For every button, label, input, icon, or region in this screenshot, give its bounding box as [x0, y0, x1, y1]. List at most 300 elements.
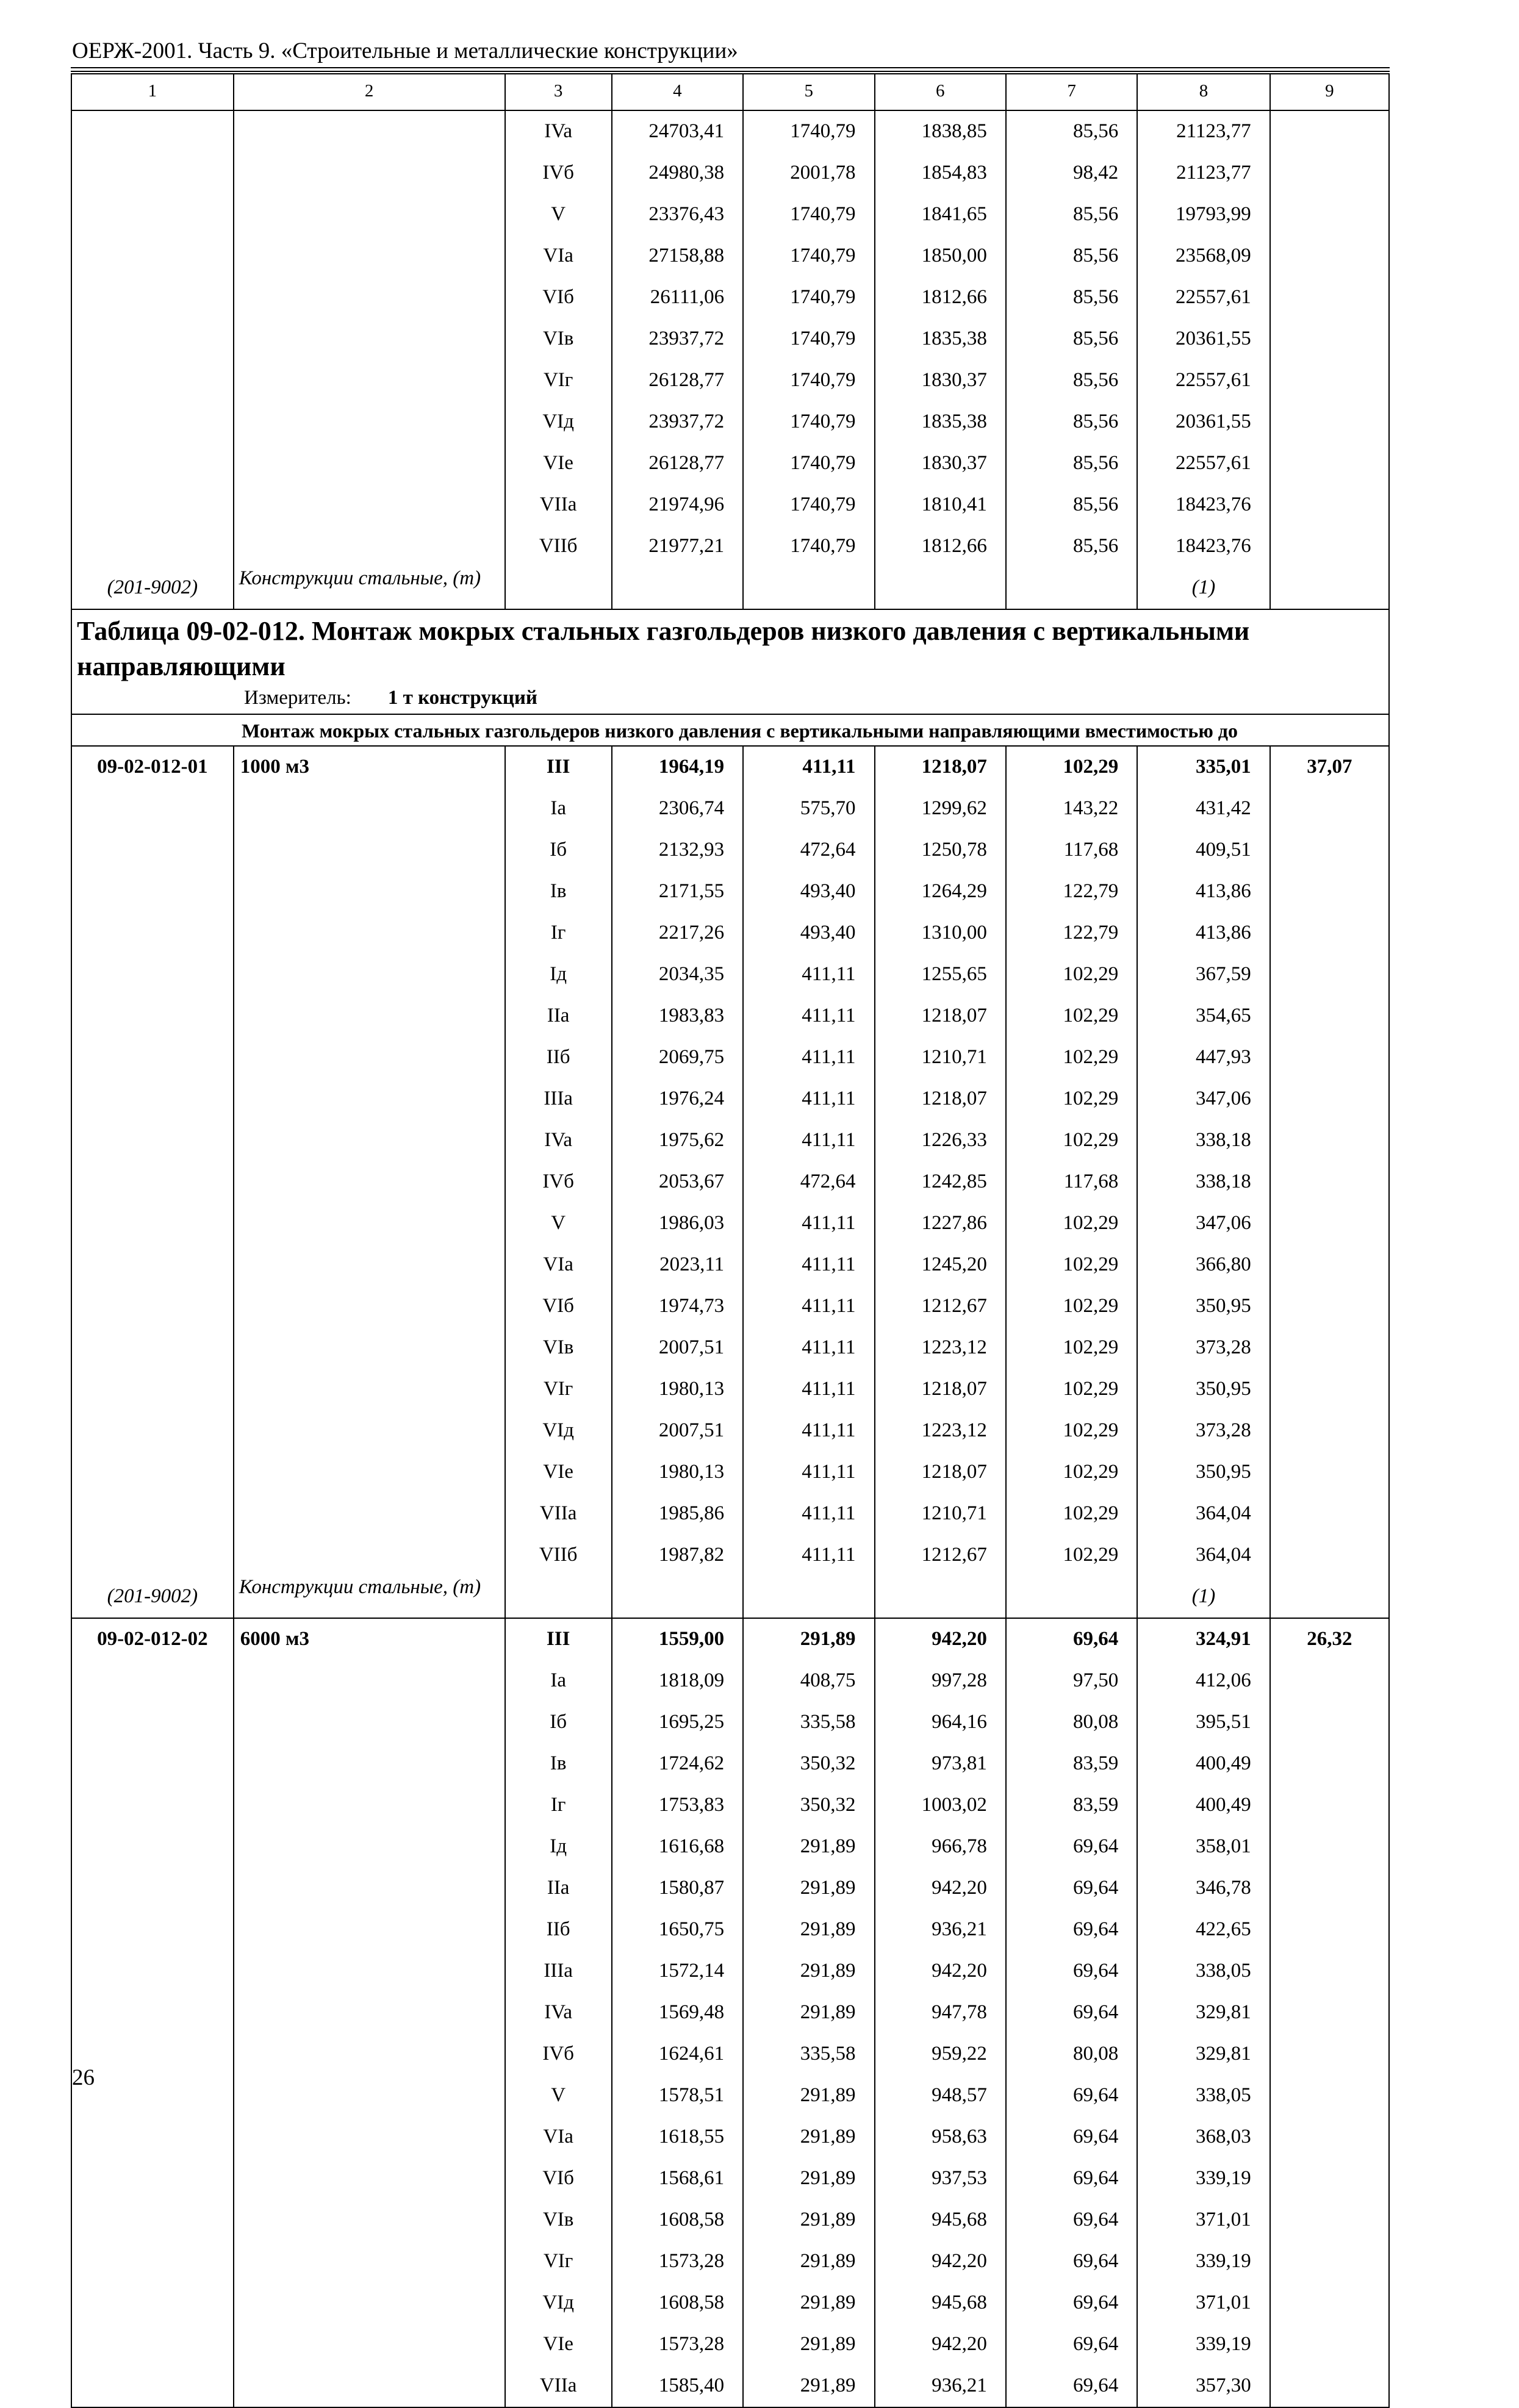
item-name-cell	[234, 1493, 505, 1535]
table-row	[71, 995, 1389, 1037]
value-cell: 102,29	[1006, 1244, 1137, 1286]
value-cell: 335,58	[743, 2034, 874, 2075]
value-cell: 2171,55	[612, 871, 743, 912]
labor-cell	[1270, 1244, 1389, 1286]
value-cell: 1608,58	[612, 2199, 743, 2241]
item-base-row	[71, 1618, 1389, 1660]
value-cell: 413,86	[1137, 871, 1269, 912]
value-cell: 347,06	[1137, 1203, 1269, 1244]
zone-class-cell: Iв	[505, 1743, 612, 1785]
item-code-cell	[71, 2116, 234, 2158]
value-cell: 122,79	[1006, 871, 1137, 912]
value-cell: 22557,61	[1137, 443, 1269, 484]
value-cell: 411,11	[743, 1203, 874, 1244]
value-cell: 1242,85	[875, 1161, 1006, 1203]
value-cell: 350,95	[1137, 1452, 1269, 1493]
value-cell: 1212,67	[875, 1535, 1006, 1576]
item-code-cell	[71, 2324, 234, 2365]
value-cell: 422,65	[1137, 1909, 1269, 1951]
item-name-cell	[234, 401, 505, 443]
table-row	[71, 1286, 1389, 1327]
zone-class-cell: IIIa	[505, 1951, 612, 1992]
value-cell: 102,29	[1006, 1410, 1137, 1452]
labor-cell	[1270, 954, 1389, 995]
value-cell: 291,89	[743, 1826, 874, 1868]
zone-class-cell: VIe	[505, 2324, 612, 2365]
value-cell: 24980,38	[612, 152, 743, 194]
item-code-cell	[71, 401, 234, 443]
value-cell: 19793,99	[1137, 194, 1269, 235]
value-cell: 69,64	[1006, 2365, 1137, 2407]
material-row	[71, 567, 1389, 609]
value-cell: 1573,28	[612, 2241, 743, 2282]
item-name-cell	[234, 1785, 505, 1826]
item-code-cell	[71, 1286, 234, 1327]
table-description-cell: Монтаж мокрых стальных газгольдеров низкого давления с вертикальными направляющими вместимостью до	[71, 714, 1389, 746]
zone-class-cell: Iд	[505, 1826, 612, 1868]
column-number-cell: 5	[743, 74, 874, 110]
zone-class-cell: IVб	[505, 2034, 612, 2075]
value-cell: 291,89	[743, 2365, 874, 2407]
value-cell: 1740,79	[743, 194, 874, 235]
labor-cell	[1270, 1120, 1389, 1161]
table-row	[71, 1992, 1389, 2034]
zone-class-cell: VIб	[505, 1286, 612, 1327]
value-cell: 80,08	[1006, 2034, 1137, 2075]
labor-cell	[1270, 995, 1389, 1037]
item-code-cell	[71, 2158, 234, 2199]
value-cell: 338,18	[1137, 1161, 1269, 1203]
value-cell: 350,95	[1137, 1369, 1269, 1410]
item-name-cell	[234, 1951, 505, 1992]
zone-class-cell: Iв	[505, 871, 612, 912]
zone-class-cell: VIд	[505, 2282, 612, 2324]
value-cell: 948,57	[875, 2075, 1006, 2116]
value-cell: 1838,85	[875, 110, 1006, 152]
labor-cell	[1270, 1410, 1389, 1452]
item-name-cell	[234, 1410, 505, 1452]
value-cell: 1835,38	[875, 318, 1006, 360]
value-cell: 1980,13	[612, 1452, 743, 1493]
labor-cell: 26,32	[1270, 1618, 1389, 1660]
labor-cell	[1270, 277, 1389, 318]
item-name-cell	[234, 954, 505, 995]
value-cell: 364,04	[1137, 1493, 1269, 1535]
item-code-cell	[71, 954, 234, 995]
value-cell: 1218,07	[875, 1078, 1006, 1120]
value-cell: 1223,12	[875, 1410, 1006, 1452]
labor-cell	[1270, 1161, 1389, 1203]
zone-class-cell: VIв	[505, 1327, 612, 1369]
value-cell: 23376,43	[612, 194, 743, 235]
value-cell: 23937,72	[612, 318, 743, 360]
value-cell: 1830,37	[875, 443, 1006, 484]
labor-cell	[1270, 2075, 1389, 2116]
labor-cell	[1270, 1826, 1389, 1868]
value-cell: 143,22	[1006, 788, 1137, 830]
value-cell: 493,40	[743, 912, 874, 954]
value-cell: 117,68	[1006, 1161, 1137, 1203]
labor-cell	[1270, 1868, 1389, 1909]
value-cell: 69,64	[1006, 1618, 1137, 1660]
table-row	[71, 2116, 1389, 2158]
value-cell: 22557,61	[1137, 360, 1269, 401]
value-cell: 411,11	[743, 1078, 874, 1120]
item-name-cell	[234, 1992, 505, 2034]
value-cell: 1223,12	[875, 1327, 1006, 1369]
labor-cell	[1270, 1535, 1389, 1576]
labor-cell	[1270, 1078, 1389, 1120]
value-cell: 346,78	[1137, 1868, 1269, 1909]
value-cell: 1245,20	[875, 1244, 1006, 1286]
item-name-cell	[234, 788, 505, 830]
value-cell: 959,22	[875, 2034, 1006, 2075]
item-code-cell	[71, 2282, 234, 2324]
column-number-cell: 2	[234, 74, 505, 110]
zone-class-cell: VIIб	[505, 1535, 612, 1576]
zone-class-cell: VIб	[505, 277, 612, 318]
labor-cell	[1270, 1327, 1389, 1369]
value-cell: 102,29	[1006, 1203, 1137, 1244]
table-row	[71, 401, 1389, 443]
table-row	[71, 526, 1389, 567]
item-name-cell	[234, 830, 505, 871]
item-code-cell	[71, 1785, 234, 1826]
value-cell: 408,75	[743, 1660, 874, 1702]
empty-cell	[875, 1576, 1006, 1618]
value-cell: 97,50	[1006, 1660, 1137, 1702]
value-cell: 24703,41	[612, 110, 743, 152]
zone-class-cell: IVб	[505, 152, 612, 194]
rates-table-body	[71, 74, 1389, 2407]
value-cell: 367,59	[1137, 954, 1269, 995]
value-cell: 354,65	[1137, 995, 1269, 1037]
value-cell: 1695,25	[612, 1702, 743, 1743]
zone-class-cell: IIa	[505, 1868, 612, 1909]
value-cell: 1218,07	[875, 995, 1006, 1037]
table-row	[71, 2158, 1389, 2199]
item-name-cell	[234, 1909, 505, 1951]
zone-class-cell: VIIa	[505, 2365, 612, 2407]
header-rule	[71, 71, 1390, 72]
item-code-cell: 09-02-012-01	[71, 746, 234, 788]
table-row	[71, 1369, 1389, 1410]
value-cell: 413,86	[1137, 912, 1269, 954]
item-code-cell	[71, 360, 234, 401]
table-row	[71, 1909, 1389, 1951]
value-cell: 69,64	[1006, 1951, 1137, 1992]
item-code-cell	[71, 1244, 234, 1286]
value-cell: 291,89	[743, 2282, 874, 2324]
column-number-cell: 7	[1006, 74, 1137, 110]
zone-class-cell: VIe	[505, 1452, 612, 1493]
value-cell: 1740,79	[743, 277, 874, 318]
value-cell: 98,42	[1006, 152, 1137, 194]
value-cell: 1740,79	[743, 318, 874, 360]
value-cell: 358,01	[1137, 1826, 1269, 1868]
value-cell: 69,64	[1006, 1826, 1137, 1868]
material-code-cell: (201-9002)	[71, 1576, 234, 1618]
table-row	[71, 484, 1389, 526]
column-number-cell: 1	[71, 74, 234, 110]
value-cell: 1975,62	[612, 1120, 743, 1161]
zone-class-cell: V	[505, 1203, 612, 1244]
item-code-cell	[71, 318, 234, 360]
table-title-row	[71, 609, 1389, 714]
zone-class-cell: Ia	[505, 1660, 612, 1702]
item-name-cell	[234, 1327, 505, 1369]
item-code-cell	[71, 1702, 234, 1743]
table-row	[71, 2075, 1389, 2116]
value-cell: 22557,61	[1137, 277, 1269, 318]
rates-table	[71, 73, 1390, 2408]
value-cell: 942,20	[875, 2324, 1006, 2365]
item-name-cell	[234, 443, 505, 484]
value-cell: 102,29	[1006, 1037, 1137, 1078]
value-cell: 400,49	[1137, 1785, 1269, 1826]
item-code-cell	[71, 1410, 234, 1452]
zone-class-cell: IVa	[505, 110, 612, 152]
value-cell: 1740,79	[743, 443, 874, 484]
value-cell: 83,59	[1006, 1743, 1137, 1785]
labor-cell	[1270, 2034, 1389, 2075]
value-cell: 1210,71	[875, 1493, 1006, 1535]
value-cell: 1983,83	[612, 995, 743, 1037]
value-cell: 102,29	[1006, 995, 1137, 1037]
labor-cell	[1270, 1660, 1389, 1702]
table-row	[71, 1785, 1389, 1826]
value-cell: 373,28	[1137, 1410, 1269, 1452]
zone-class-cell: III	[505, 1618, 612, 1660]
item-name-cell	[234, 1286, 505, 1327]
zone-class-cell: VIIб	[505, 526, 612, 567]
zone-class-cell: VIв	[505, 2199, 612, 2241]
value-cell: 1841,65	[875, 194, 1006, 235]
table-row	[71, 194, 1389, 235]
labor-cell	[1270, 484, 1389, 526]
zone-class-cell: Ia	[505, 788, 612, 830]
item-code-cell	[71, 1660, 234, 1702]
value-cell: 947,78	[875, 1992, 1006, 2034]
value-cell: 339,19	[1137, 2158, 1269, 2199]
table-row	[71, 1203, 1389, 1244]
item-name-cell: 1000 м3	[234, 746, 505, 788]
item-name-cell	[234, 1826, 505, 1868]
value-cell: 1218,07	[875, 746, 1006, 788]
labor-cell	[1270, 1992, 1389, 2034]
value-cell: 324,91	[1137, 1618, 1269, 1660]
table-row	[71, 1493, 1389, 1535]
value-cell: 329,81	[1137, 2034, 1269, 2075]
value-cell: 945,68	[875, 2282, 1006, 2324]
labor-cell	[1270, 1743, 1389, 1785]
value-cell: 1573,28	[612, 2324, 743, 2365]
value-cell: 411,11	[743, 954, 874, 995]
table-row	[71, 1535, 1389, 1576]
table-row	[71, 277, 1389, 318]
item-code-cell	[71, 235, 234, 277]
value-cell: 1740,79	[743, 401, 874, 443]
value-cell: 447,93	[1137, 1037, 1269, 1078]
value-cell: 291,89	[743, 1992, 874, 2034]
column-numbers-row	[71, 74, 1389, 110]
value-cell: 291,89	[743, 1951, 874, 1992]
value-cell: 85,56	[1006, 235, 1137, 277]
zone-class-cell: Iг	[505, 912, 612, 954]
value-cell: 102,29	[1006, 1120, 1137, 1161]
item-name-cell	[234, 526, 505, 567]
value-cell: 1724,62	[612, 1743, 743, 1785]
value-cell: 80,08	[1006, 1702, 1137, 1743]
table-row	[71, 1868, 1389, 1909]
table-row	[71, 443, 1389, 484]
item-code-cell	[71, 1369, 234, 1410]
value-cell: 942,20	[875, 2241, 1006, 2282]
labor-cell	[1270, 235, 1389, 277]
value-cell: 69,64	[1006, 2158, 1137, 2199]
value-cell: 69,64	[1006, 1909, 1137, 1951]
table-row	[71, 788, 1389, 830]
value-cell: 1578,51	[612, 2075, 743, 2116]
item-code-cell	[71, 443, 234, 484]
labor-cell: 37,07	[1270, 746, 1389, 788]
value-cell: 411,11	[743, 1327, 874, 1369]
value-cell: 1740,79	[743, 235, 874, 277]
table-row	[71, 110, 1389, 152]
item-code-cell	[71, 1161, 234, 1203]
table-row	[71, 1244, 1389, 1286]
value-cell: 411,11	[743, 1286, 874, 1327]
table-row	[71, 1702, 1389, 1743]
value-cell: 411,11	[743, 1535, 874, 1576]
table-row	[71, 2199, 1389, 2241]
item-code-cell	[71, 1327, 234, 1369]
table-row	[71, 1951, 1389, 1992]
value-cell: 85,56	[1006, 484, 1137, 526]
value-cell: 1740,79	[743, 526, 874, 567]
value-cell: 21977,21	[612, 526, 743, 567]
labor-cell	[1270, 360, 1389, 401]
value-cell: 1580,87	[612, 1868, 743, 1909]
empty-cell	[1006, 1576, 1137, 1618]
zone-class-cell: VIг	[505, 360, 612, 401]
value-cell: 1987,82	[612, 1535, 743, 1576]
value-cell: 472,64	[743, 830, 874, 871]
item-name-cell	[234, 2365, 505, 2407]
value-cell: 85,56	[1006, 401, 1137, 443]
material-row	[71, 1576, 1389, 1618]
value-cell: 335,01	[1137, 746, 1269, 788]
value-cell: 1753,83	[612, 1785, 743, 1826]
item-code-cell	[71, 995, 234, 1037]
value-cell: 1740,79	[743, 360, 874, 401]
page-number: 26	[72, 2065, 95, 2090]
zone-class-cell: Iб	[505, 830, 612, 871]
value-cell: 1310,00	[875, 912, 1006, 954]
zone-class-cell: VIд	[505, 401, 612, 443]
value-cell: 102,29	[1006, 1286, 1137, 1327]
item-name-cell	[234, 360, 505, 401]
empty-cell	[505, 1576, 612, 1618]
value-cell: 997,28	[875, 1660, 1006, 1702]
labor-cell	[1270, 1493, 1389, 1535]
value-cell: 412,06	[1137, 1660, 1269, 1702]
value-cell: 1616,68	[612, 1826, 743, 1868]
value-cell: 21123,77	[1137, 110, 1269, 152]
value-cell: 2306,74	[612, 788, 743, 830]
value-cell: 409,51	[1137, 830, 1269, 871]
value-cell: 350,95	[1137, 1286, 1269, 1327]
value-cell: 936,21	[875, 2365, 1006, 2407]
value-cell: 20361,55	[1137, 318, 1269, 360]
measure-label: Измеритель:	[244, 687, 351, 709]
zone-class-cell: VIe	[505, 443, 612, 484]
item-code-cell	[71, 1037, 234, 1078]
material-qty-cell: (1)	[1137, 567, 1269, 609]
labor-cell	[1270, 1785, 1389, 1826]
column-number-cell: 6	[875, 74, 1006, 110]
table-row	[71, 1078, 1389, 1120]
table-title-cell	[71, 609, 1389, 714]
labor-cell	[1270, 401, 1389, 443]
value-cell: 338,05	[1137, 2075, 1269, 2116]
zone-class-cell: Iг	[505, 1785, 612, 1826]
value-cell: 2069,75	[612, 1037, 743, 1078]
labor-cell	[1270, 1369, 1389, 1410]
value-cell: 291,89	[743, 2241, 874, 2282]
zone-class-cell: VIIa	[505, 1493, 612, 1535]
value-cell: 102,29	[1006, 1078, 1137, 1120]
zone-class-cell: Iб	[505, 1702, 612, 1743]
column-number-cell: 4	[612, 74, 743, 110]
labor-cell	[1270, 830, 1389, 871]
zone-class-cell: VIг	[505, 1369, 612, 1410]
labor-cell	[1270, 1702, 1389, 1743]
table-row	[71, 360, 1389, 401]
value-cell: 85,56	[1006, 360, 1137, 401]
zone-class-cell: IVa	[505, 1992, 612, 2034]
empty-cell	[1270, 1576, 1389, 1618]
zone-class-cell: IVa	[505, 1120, 612, 1161]
zone-class-cell: VIб	[505, 2158, 612, 2199]
table-row	[71, 2282, 1389, 2324]
value-cell: 26128,77	[612, 360, 743, 401]
table-row	[71, 2324, 1389, 2365]
item-code-cell	[71, 1909, 234, 1951]
value-cell: 85,56	[1006, 443, 1137, 484]
value-cell: 102,29	[1006, 1535, 1137, 1576]
labor-cell	[1270, 2282, 1389, 2324]
item-name-cell	[234, 871, 505, 912]
value-cell: 102,29	[1006, 1369, 1137, 1410]
zone-class-cell: VIд	[505, 1410, 612, 1452]
value-cell: 937,53	[875, 2158, 1006, 2199]
empty-cell	[1006, 567, 1137, 609]
value-cell: 395,51	[1137, 1702, 1269, 1743]
value-cell: 291,89	[743, 2199, 874, 2241]
item-name-cell	[234, 1535, 505, 1576]
value-cell: 339,19	[1137, 2241, 1269, 2282]
item-name-cell	[234, 1660, 505, 1702]
column-number-cell: 3	[505, 74, 612, 110]
item-name-cell	[234, 1037, 505, 1078]
item-name-cell	[234, 1868, 505, 1909]
item-code-cell	[71, 2199, 234, 2241]
value-cell: 1985,86	[612, 1493, 743, 1535]
table-row	[71, 1037, 1389, 1078]
empty-cell	[743, 1576, 874, 1618]
labor-cell	[1270, 2116, 1389, 2158]
